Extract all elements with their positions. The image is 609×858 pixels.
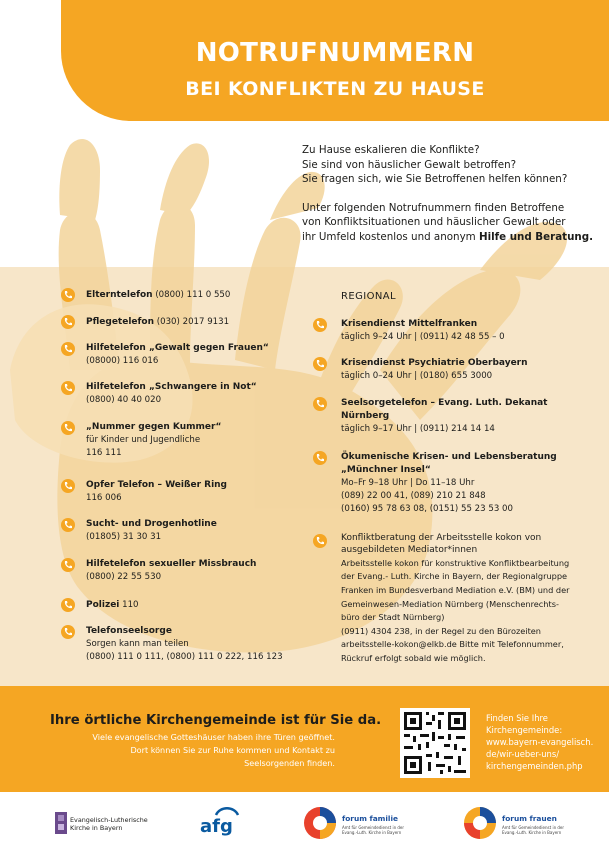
list-item [86,599,139,612]
intro-line: von Konfliktsituationen und häuslicher Gewalt oder [302,216,566,229]
intro-line: ihr Umfeld kostenlos und anonym [302,230,479,243]
footer-line: Viele evangelische Gotteshäuser haben ihre Türen geöffnet. [92,732,335,742]
hotline-description: für Kinder und Jugendliche [86,435,201,445]
kokon-entry [341,532,591,666]
list-item [86,316,229,329]
hotline-title: Opfer Telefon – Weißer Ring [86,480,228,490]
forum-frauen-icon [463,806,497,840]
list-item [341,451,557,516]
hotline-title: Hilfetelefon sexueller Missbrauch [86,559,257,569]
footer-text [90,731,335,770]
list-item [86,421,221,460]
hotline-title-line2: Nürnberg [341,411,390,421]
footer-line: Seelsorgenden finden. [244,758,335,768]
intro-line: Sie fragen sich, wie Sie Betroffenen helfen können? [302,173,568,186]
hotline-title: Ökumenische Krisen- und Lebensberatung [341,452,557,462]
hotline-title: Hilfetelefon „Gewalt gegen Frauen“ [86,343,269,353]
kokon-title: Konfliktberatung der Arbeitsstelle kokon von [341,533,542,543]
hotline-number: 116 006 [86,493,122,503]
phone-icon [61,558,75,572]
hotline-title: Sucht- und Drogenhotline [86,519,217,529]
forum-frauen-logo: forum frauen [502,814,557,823]
intro-line: Unter folgenden Notrufnummern finden Betroffene [302,201,565,214]
kokon-title: ausgebildeten Mediator*innen [341,545,478,556]
hotline-title: Krisendienst Psychiatrie Oberbayern [341,358,528,368]
afg-logo: afg [200,816,233,837]
phone-icon [61,421,75,435]
hotline-number: (01805) 31 30 31 [86,532,162,542]
hotline-number: (0800) 22 55 530 [86,572,162,582]
qr-link[interactable]: kirchengemeinden.php [486,761,583,771]
hotline-hours: Mo–Fr 9–18 Uhr | Do 11–18 Uhr [341,478,475,488]
forum-familie-sub1: Amt für Gemeindedienst in der [342,825,405,830]
forum-familie-logo: forum familie [342,814,398,823]
ekb-logo [70,816,148,833]
qr-line: Finden Sie Ihre [486,713,548,723]
hotline-number: täglich 0–24 Uhr | (0180) 655 3000 [341,371,493,381]
phone-icon [61,598,75,612]
phone-icon [313,318,327,332]
forum-frauen-sub1: Amt für Gemeindedienst in der [502,825,565,830]
phone-icon [313,357,327,371]
page-subtitle: BEI KONFLIKTEN ZU HAUSE [185,78,485,100]
phone-icon [313,397,327,411]
forum-frauen-subline [502,825,564,835]
hotline-title: „Nummer gegen Kummer“ [86,422,222,432]
ekb-line: Kirche in Bayern [70,824,123,833]
hotline-number: (0800) 111 0 111, (0800) 111 0 222, 116 123 [86,652,283,662]
intro-line: Sie sind von häuslicher Gewalt betroffen? [302,158,517,171]
phone-icon [61,625,75,639]
hotline-number: täglich 9–17 Uhr | (0911) 214 14 14 [341,424,495,434]
kokon-line: Gemeinwesen-Mediation Nürnberg (Menschenrechts- [341,598,559,609]
hotline-title: Telefonseelsorge [86,626,172,636]
kokon-line: (0911) 4304 238, in der Regel zu den Bürozeiten [341,625,542,636]
hotline-title: Hilfetelefon „Schwangere in Not“ [86,382,257,392]
hotline-title: Polizei [86,600,120,610]
hotline-number: (0160) 95 78 63 08, (0151) 55 23 53 00 [341,504,513,514]
kokon-line: büro der Stadt Nürnberg) [341,612,445,623]
ekb-line: Evangelisch-Lutherische [70,816,148,824]
phone-icon [61,518,75,532]
list-item [341,397,547,436]
hotline-title: Krisendienst Mittelfranken [341,319,478,329]
hotline-number: (0800) 40 40 020 [86,395,162,405]
regional-heading: REGIONAL [341,291,396,302]
list-item [86,625,283,664]
list-item [86,479,227,505]
page-title: NOTRUFNUMMERN [195,38,475,68]
qr-caption [486,712,606,772]
phone-icon [61,479,75,493]
qr-line: Kirchengemeinde: [486,725,563,735]
list-item [341,357,528,383]
phone-icon [61,342,75,356]
qr-link[interactable]: de/wir-ueber-uns/ [486,749,560,759]
kokon-line: der Evang.- Luth. Kirche in Bayern, der Regionalgruppe [341,571,568,582]
phone-icon [61,381,75,395]
list-item [86,289,230,302]
intro-emphasis: Hilfe und Beratung. [478,230,594,243]
footer-line: Dort können Sie zur Ruhe kommen und Kontakt zu [130,745,335,755]
qr-link[interactable]: www.bayern-evangelisch. [486,737,594,747]
footer-title: Ihre örtliche Kirchengemeinde ist für Sie da. [50,713,382,728]
phone-icon [313,534,327,548]
qr-code[interactable] [400,708,470,778]
list-item [86,342,269,368]
kokon-line: Rückruf erfolgt sobald wie möglich. [341,652,486,663]
forum-familie-icon [303,806,337,840]
list-item [86,518,217,544]
forum-frauen-sub2: Evang.-Luth. Kirche in Bayern [502,830,562,835]
phone-icon [61,315,75,329]
hotline-number: (089) 22 00 41, (089) 210 21 848 [341,491,486,501]
hotline-number: (08000) 116 016 [86,356,159,366]
hotline-title: Seelsorgetelefon – Evang. Luth. Dekanat [341,398,548,408]
hotline-title: Elterntelefon [86,290,153,300]
forum-familie-subline [342,825,404,835]
forum-familie-sub2: Evang.-Luth. Kirche in Bayern [342,830,402,835]
hotline-number: täglich 9–24 Uhr | (0911) 42 48 55 – 0 [341,332,505,342]
kokon-line: arbeitsstelle-kokon@elkb.de Bitte mit Telefonnummer, [341,639,564,650]
list-item [86,381,257,407]
hotline-number: 110 [119,600,139,610]
hotline-title: Pflegetelefon [86,317,155,327]
hotline-description: Sorgen kann man teilen [86,639,189,649]
intro-line: Zu Hause eskalieren die Konflikte? [302,144,480,156]
list-item [86,558,256,584]
list-item [341,318,505,344]
hotline-number: (030) 2017 9131 [154,317,230,327]
phone-icon [313,451,327,465]
afg-arc-icon [214,804,240,816]
hotline-number: (0800) 111 0 550 [152,290,231,300]
ekb-logo-icon [55,812,67,834]
phone-icon [61,288,75,302]
kokon-line: Franken im Bundesverband Mediation e.V. (BM) und der [341,585,570,595]
kokon-line: Arbeitsstelle kokon für konstruktive Konfliktbearbeitung [341,557,570,568]
hotline-title-line2: „Münchner Insel“ [341,465,431,475]
hotline-number: 116 111 [86,448,122,458]
